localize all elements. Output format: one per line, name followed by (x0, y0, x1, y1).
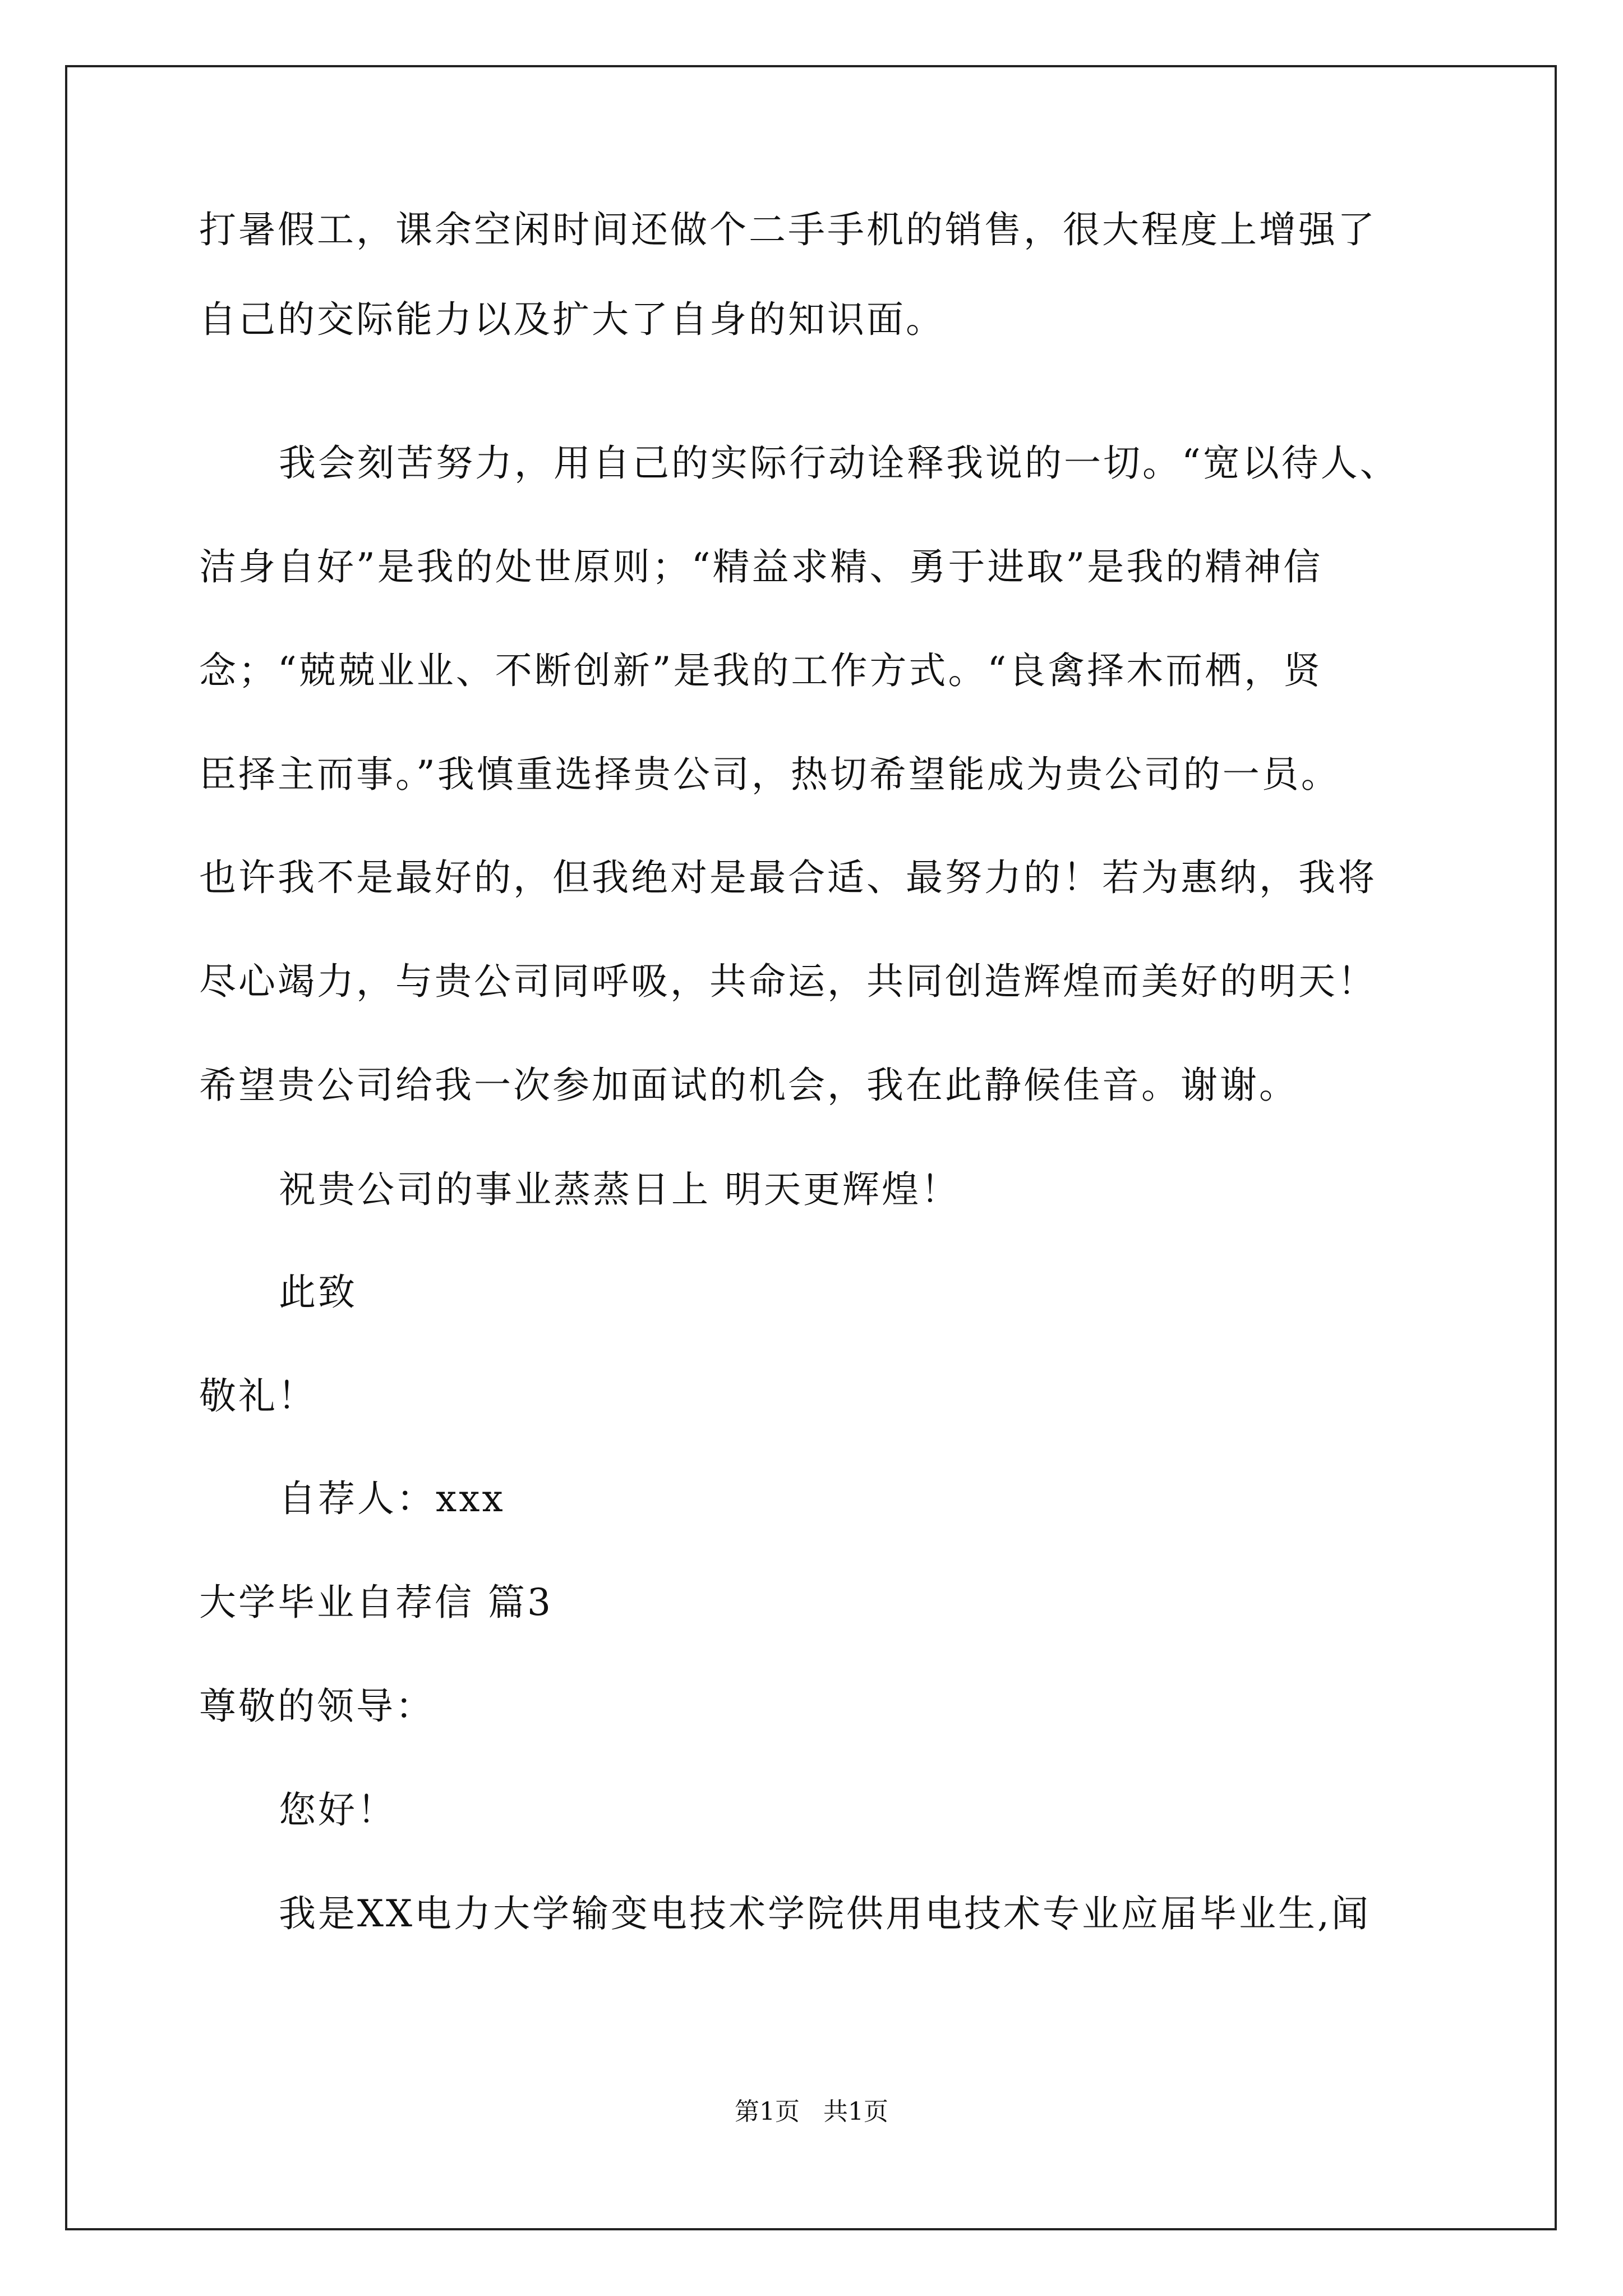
body-line-1: 打暑假工，课余空闲时间还做个二手手机的销售，很大程度上增强了 (199, 208, 1377, 251)
closing-cizhi: 此致 (279, 1271, 357, 1314)
page-number: 第1页 (735, 2097, 800, 2126)
body-line-7: 也许我不是最好的，但我绝对是最合适、最努力的！若为惠纳，我将 (199, 856, 1377, 899)
closing-wish: 祝贵公司的事业蒸蒸日上 明天更辉煌！ (279, 1168, 960, 1211)
body-line-4: 洁身自好”是我的处世原则；“精益求精、勇于进取”是我的精神信 (199, 545, 1323, 588)
salutation: 尊敬的领导： (199, 1685, 435, 1728)
body-line-6: 臣择主而事。”我慎重选择贵公司，热切希望能成为贵公司的一员。 (199, 753, 1340, 796)
section-heading: 大学毕业自荐信 篇3 (199, 1581, 553, 1624)
closing-jingli: 敬礼！ (199, 1374, 317, 1418)
body-line-intro: 我是XX电力大学输变电技术学院供用电技术专业应届毕业生,闻 (279, 1892, 1371, 1935)
body-line-2: 自己的交际能力以及扩大了自身的知识面。 (199, 298, 945, 341)
body-line-9: 希望贵公司给我一次参加面试的机会，我在此静候佳音。谢谢。 (199, 1064, 1298, 1107)
body-line-3: 我会刻苦努力，用自己的实际行动诠释我说的一切。“宽以待人、 (279, 441, 1399, 485)
page-total: 共1页 (823, 2097, 888, 2126)
page-footer (0, 2095, 1623, 2129)
body-line-8: 尽心竭力，与贵公司同呼吸，共命运，共同创造辉煌而美好的明天！ (199, 960, 1377, 1003)
body-line-5: 念；“兢兢业业、不断创新”是我的工作方式。“良禽择木而栖，贤 (199, 649, 1323, 692)
greeting: 您好！ (279, 1788, 396, 1832)
signature-line: 自荐人：xxx (279, 1477, 505, 1520)
